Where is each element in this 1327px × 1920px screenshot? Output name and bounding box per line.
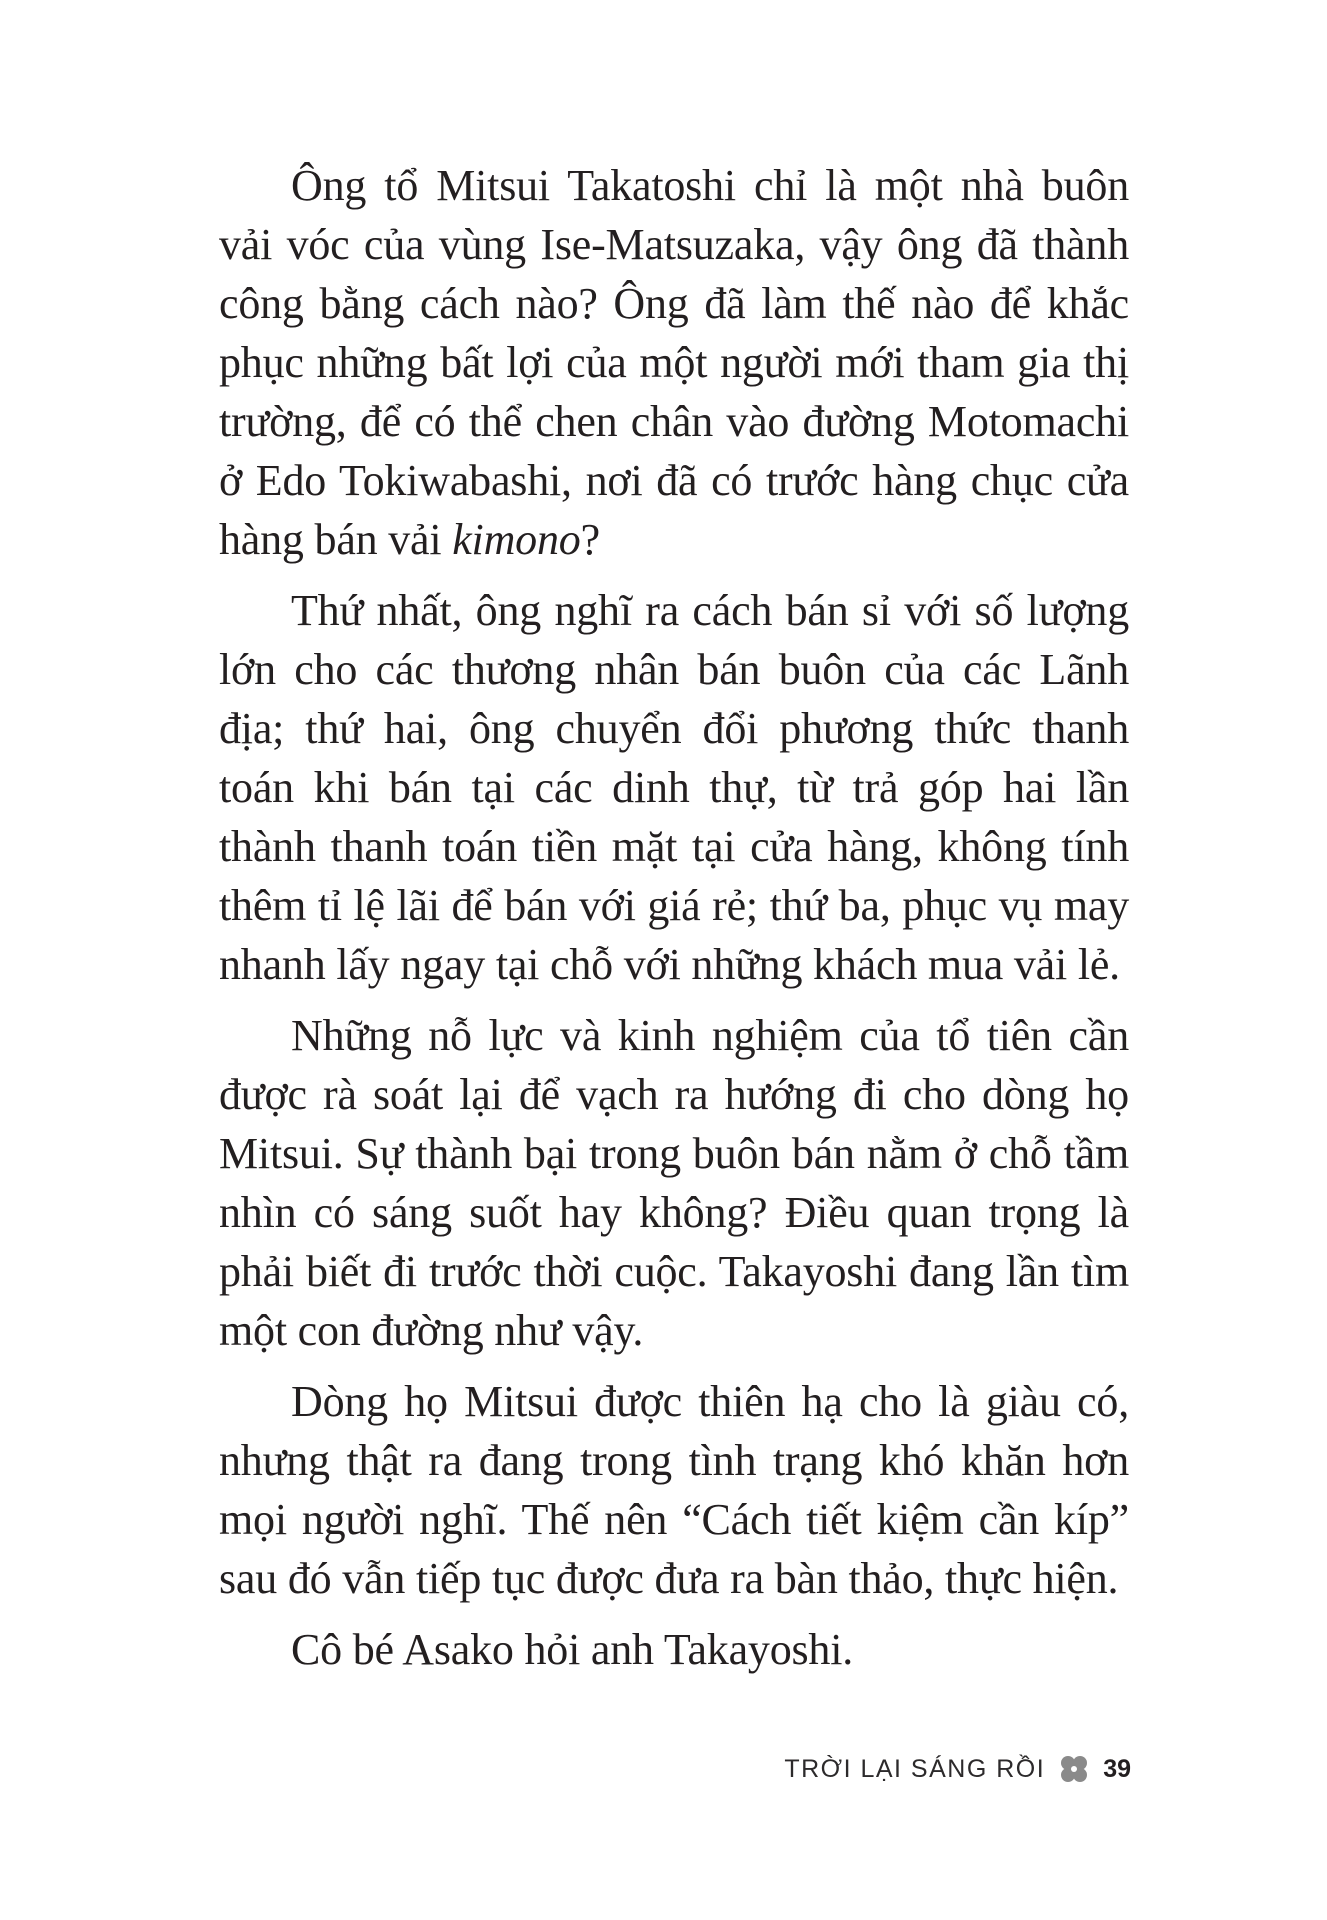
clover-icon [1057,1752,1091,1786]
paragraph-1-text: Ông tổ Mitsui Takatoshi chỉ là một nhà buôn vải vóc của vùng Ise-Matsuzaka, vậy ông đã thành công bằng cách nào? Ông đã làm thế nào để khắc phục những bất lợi của một người mới tham gia thị trường, để có thể chen chân vào đường Motomachi ở Edo Tokiwabashi, nơi đã có trước hàng chục cửa hàng bán vải [219,161,1129,564]
paragraph-2: Thứ nhất, ông nghĩ ra cách bán sỉ với số lượng lớn cho các thương nhân bán buôn của các Lãnh địa; thứ hai, ông chuyển đổi phương thức thanh toán khi bán tại các dinh thự, từ trả góp hai lần thành thanh toán tiền mặt tại cửa hàng, không tính thêm tỉ lệ lãi để bán với giá rẻ; thứ ba, phục vụ may nhanh lấy ngay tại chỗ với những khách mua vải lẻ. [219,586,1129,989]
italic-term-kimono: kimono [452,515,581,564]
paragraph-5: Cô bé Asako hỏi anh Takayoshi. [291,1625,854,1674]
paragraph-1 [219,156,1129,569]
page-number: 39 [1103,1754,1131,1783]
body-text [219,156,1129,1679]
running-title: TRỜI LẠI SÁNG RỒI [784,1754,1046,1783]
paragraph-4: Dòng họ Mitsui được thiên hạ cho là giàu có, nhưng thật ra đang trong tình trạng khó khăn hơn mọi người nghĩ. Thế nên “Cách tiết kiệm cần kíp” sau đó vẫn tiếp tục được đưa ra bàn thảo, thực hiện. [219,1377,1129,1603]
paragraph-1-ending: ? [580,515,600,564]
paragraph-3: Những nỗ lực và kinh nghiệm của tổ tiên cần được rà soát lại để vạch ra hướng đi cho dòng họ Mitsui. Sự thành bại trong buôn bán nằm ở chỗ tầm nhìn có sáng suốt hay không? Điều quan trọng là phải biết đi trước thời cuộc. Takayoshi đang lần tìm một con đường như vậy. [219,1011,1129,1355]
page-footer [784,1752,1131,1786]
